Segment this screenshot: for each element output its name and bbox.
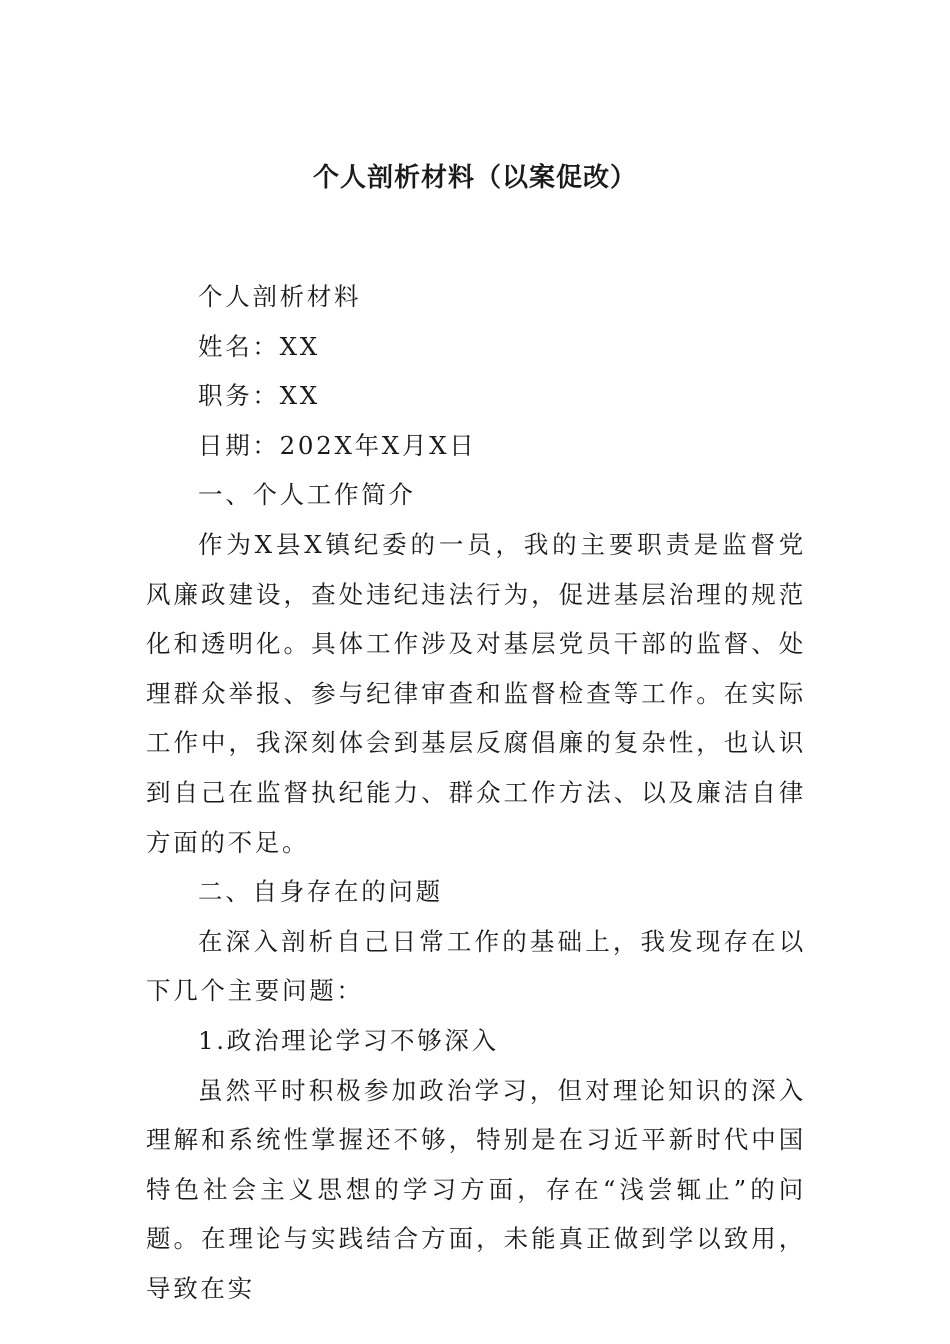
subheading-theory-study: 1.政治理论学习不够深入 (198, 1025, 499, 1055)
material-heading: 个人剖析材料 (198, 282, 362, 311)
section-heading-work-intro: 一、个人工作简介 (198, 480, 416, 510)
paragraph-problems-intro: 在深入剖析自己日常工作的基础上，我发现存在以下几个主要问题： (146, 926, 806, 1006)
section-heading-problems: 二、自身存在的问题 (198, 877, 443, 907)
position-line: 职务：XX (198, 381, 320, 411)
date-line: 日期：202X年X月X日 (198, 430, 477, 460)
paragraph-theory-study: 虽然平时积极参加政治学习，但对理论知识的深入理解和系统性掌握还不够，特别是在习近平新时代中国特色社会主义思想的学习方面，存在“浅尝辄止”的问题。在理论与实践结合方面，未能真正做到学以致用，导致在实 (146, 1075, 806, 1303)
document-title: 个人剖析材料（以案促改） (312, 163, 637, 193)
document-body (146, 272, 806, 1313)
name-line: 姓名：XX (198, 331, 320, 361)
paragraph-work-intro: 作为X县X镇纪委的一员，我的主要职责是监督党风廉政建设，查处违纪违法行为，促进基层治理的规范化和透明化。具体工作涉及对基层党员干部的监督、处理群众举报、参与纪律审查和监督检查等工作。在实际工作中，我深刻体会到基层反腐倡廉的复杂性，也认识到自己在监督执纪能力、群众工作方法、以及廉洁自律方面的不足。 (146, 529, 806, 857)
